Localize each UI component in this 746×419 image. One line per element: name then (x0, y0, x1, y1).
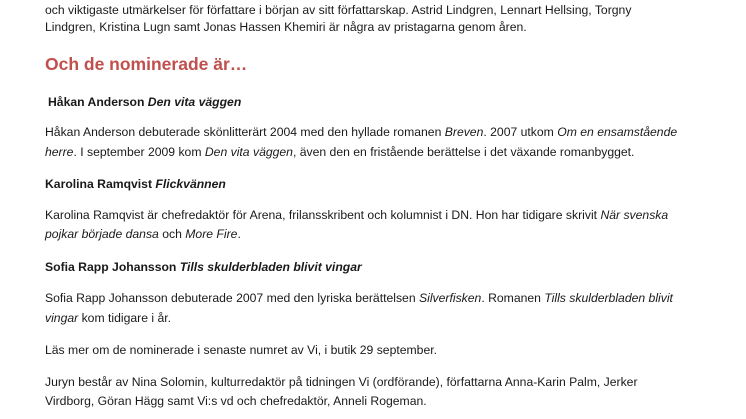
nominee-2-heading (45, 177, 226, 192)
read-more-text: Läs mer om de nominerade i senaste numret av Vi, i butik 29 september. (45, 343, 438, 357)
nominee-1-desc-line-1 (45, 125, 677, 140)
desc-italic: Tills skulderbladen blivit (544, 291, 673, 305)
desc-text: . Romanen (481, 291, 545, 305)
desc-italic: vingar (45, 311, 79, 325)
nominee-2-desc-line-2 (45, 227, 241, 242)
desc-text: , även den en fristående berättelse i det växande romanbygget. (292, 145, 635, 159)
intro-line-1: och viktigaste utmärkelser för författare i början av sitt författarskap. Astrid Lindgren, Lennart Hellsing, Torgny (45, 3, 632, 17)
jury-line-1: Juryn består av Nina Solomin, kulturredaktör på tidningen Vi (ordförande), författarna Anna-Karin Palm, Jerker (45, 375, 638, 389)
desc-italic: Om en ensamstående (557, 125, 678, 139)
desc-text: och (158, 227, 186, 241)
desc-italic: herre (45, 145, 74, 159)
intro-line-2: Lindgren, Kristina Lugn samt Jonas Hassen Khemiri är några av pristagarna genom åren. (45, 20, 527, 34)
nominee-3-desc-line-2 (45, 311, 171, 326)
desc-text: kom tidigare i år. (78, 311, 172, 325)
desc-text: Håkan Anderson debuterade skönlitterärt 2004 med den hyllade romanen (45, 125, 445, 139)
desc-italic: pojkar började dansa (45, 227, 159, 241)
jury-line-2: Virdborg, Göran Hägg samt Vi:s vd och chefredaktör, Anneli Rogeman. (45, 394, 427, 408)
desc-text: Sofia Rapp Johansson debuterade 2007 med den lyriska berättelsen (45, 291, 419, 305)
nominee-2-desc-line-1 (45, 208, 668, 223)
desc-text: Karolina Ramqvist är chefredaktör för Arena, frilansskribent och kolumnist i DN. Hon har tidigare skrivit (45, 208, 601, 222)
nominee-3-title: Tills skulderbladen blivit vingar (179, 260, 362, 274)
desc-text: . (237, 227, 241, 241)
nominees-heading: Och de nominerade är… (45, 54, 248, 74)
desc-italic: Breven (444, 125, 484, 139)
desc-italic: More Fire (185, 227, 238, 241)
nominee-1-desc-line-2 (45, 145, 634, 160)
nominee-3-desc-line-1 (45, 291, 673, 306)
nominee-2-author: Karolina Ramqvist (45, 177, 153, 191)
desc-text: . I september 2009 kom (73, 145, 205, 159)
nominee-1-author: Håkan Anderson (48, 95, 145, 109)
nominee-1-heading (48, 95, 241, 110)
desc-text: . 2007 utkom (483, 125, 558, 139)
nominee-2-title: Flickvännen (155, 177, 226, 191)
nominee-3-author: Sofia Rapp Johansson (45, 260, 177, 274)
desc-italic: Silverfisken (419, 291, 482, 305)
nominee-1-title: Den vita väggen (147, 95, 242, 109)
desc-italic: När svenska (600, 208, 669, 222)
desc-italic: Den vita väggen (204, 145, 293, 159)
nominee-3-heading (45, 260, 362, 275)
